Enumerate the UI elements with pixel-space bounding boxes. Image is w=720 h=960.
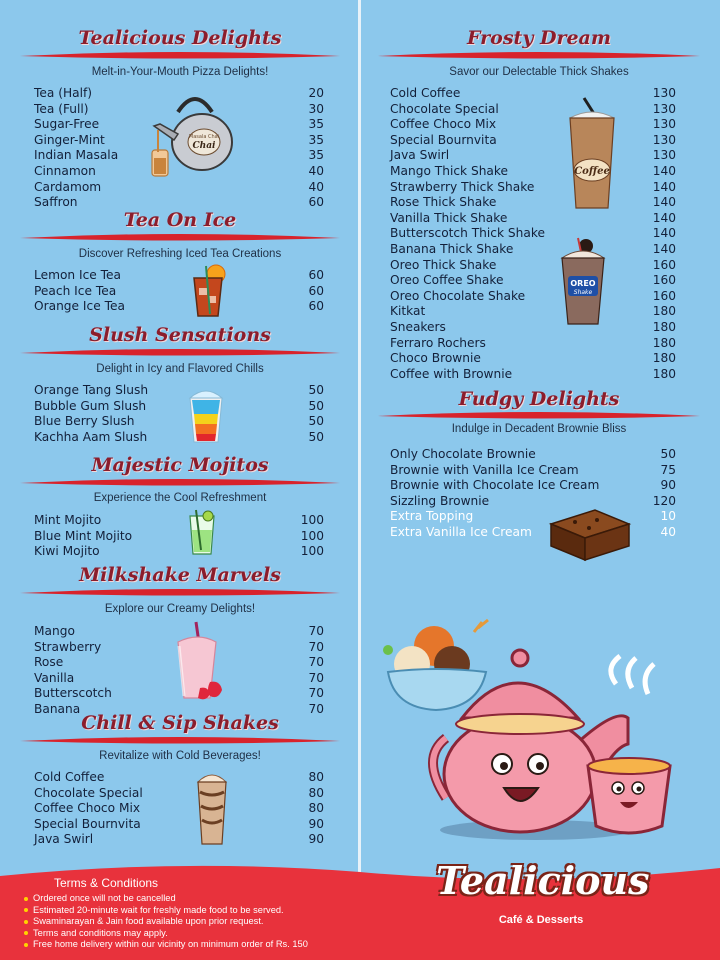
- bullet-icon: [24, 897, 28, 901]
- menu-item-name: Oreo Thick Shake: [390, 257, 497, 272]
- menu-item: [34, 544, 324, 558]
- menu-item: [34, 383, 324, 397]
- menu-item-price: 50: [660, 447, 676, 461]
- menu-item-name: Vanilla Thick Shake: [390, 210, 508, 225]
- menu-item-name: Sizzling Brownie: [390, 493, 490, 508]
- menu-item-price: 75: [660, 462, 676, 477]
- terms-item: [24, 905, 308, 917]
- menu-item: [390, 133, 676, 147]
- bullet-icon: [24, 920, 28, 924]
- menu-item-name: Banana Thick Shake: [390, 242, 514, 256]
- section-subtitle: Melt-in-Your-Mouth Pizza Delights!: [91, 66, 269, 78]
- menu-item: [390, 478, 676, 492]
- menu-item-price: 80: [308, 785, 324, 800]
- column-divider: [358, 0, 361, 960]
- menu-item: [390, 102, 676, 116]
- menu-item-price: 70: [308, 624, 324, 638]
- menu-item-price: 80: [308, 801, 324, 816]
- menu-item-price: 130: [652, 101, 676, 116]
- menu-item: [34, 299, 324, 313]
- menu-item-price: 50: [308, 398, 324, 413]
- menu-item-name: Chocolate Special: [34, 785, 143, 800]
- menu-item-name: Cold Coffee: [390, 86, 461, 100]
- menu-item-price: 90: [308, 832, 324, 847]
- menu-item-name: Coffee Choco Mix: [34, 801, 141, 816]
- menu-item: [390, 463, 676, 477]
- menu-item-name: Extra Topping: [390, 509, 474, 524]
- menu-item-name: Saffron: [34, 195, 78, 210]
- brand-tagline: Café & Desserts: [498, 914, 584, 926]
- menu-item-price: 100: [300, 544, 324, 559]
- title-swoosh: [20, 478, 340, 488]
- menu-item-price: 140: [652, 179, 676, 194]
- menu-item: [34, 529, 324, 543]
- menu-item: [34, 702, 324, 716]
- terms-item-text: Ordered once will not be cancelled: [33, 893, 176, 903]
- kettle-small-label: Masala Chai: [188, 134, 220, 140]
- menu-item-price: 160: [652, 288, 676, 303]
- menu-item-price: 140: [652, 226, 676, 241]
- menu-item-name: Sugar-Free: [34, 117, 100, 132]
- menu-item-price: 70: [308, 670, 324, 685]
- menu-item-price: 160: [652, 273, 676, 288]
- menu-item-price: 90: [660, 478, 676, 493]
- menu-item-price: 50: [308, 414, 324, 429]
- menu-item: [34, 832, 324, 846]
- menu-item-price: 180: [652, 351, 676, 366]
- title-swoosh: [378, 51, 700, 61]
- menu-item-name: Tea (Half): [34, 86, 93, 100]
- title-swoosh: [20, 348, 340, 358]
- menu-item: [390, 180, 676, 194]
- menu-item-price: 140: [652, 242, 676, 256]
- menu-item-name: Blue Mint Mojito: [34, 528, 133, 543]
- menu-item: [390, 242, 676, 256]
- bullet-icon: [24, 943, 28, 947]
- menu-item-name: Peach Ice Tea: [34, 283, 117, 298]
- menu-item-name: Ginger-Mint: [34, 132, 105, 147]
- menu-item: [34, 284, 324, 298]
- menu-item-price: 30: [308, 101, 324, 116]
- menu-item: [34, 513, 324, 527]
- menu-item: [390, 226, 676, 240]
- menu-item: [390, 258, 676, 272]
- menu-item: [34, 801, 324, 815]
- menu-item-name: Kiwi Mojito: [34, 544, 100, 559]
- menu-item-name: Orange Ice Tea: [34, 299, 125, 314]
- menu-item: [34, 195, 324, 209]
- menu-item-name: Strawberry Thick Shake: [390, 179, 535, 194]
- menu-item-name: Lemon Ice Tea: [34, 268, 122, 282]
- title-swoosh: [20, 736, 340, 746]
- terms-item: [24, 916, 308, 928]
- section-title-fudgy-delights: Fudgy Delights: [458, 388, 620, 410]
- menu-item: [390, 351, 676, 365]
- bullet-icon: [24, 931, 28, 935]
- menu-item: [34, 414, 324, 428]
- menu-item-price: 180: [652, 304, 676, 319]
- menu-item-name: Kachha Aam Slush: [34, 429, 148, 444]
- menu-item: [390, 289, 676, 303]
- mojito-glass-illustration: [182, 508, 222, 556]
- section-subtitle: Revitalize with Cold Beverages!: [99, 750, 261, 762]
- menu-item-name: Orange Tang Slush: [34, 383, 149, 397]
- menu-item: [390, 367, 676, 381]
- menu-item-price: 50: [308, 429, 324, 444]
- menu-item-price: 100: [300, 513, 324, 527]
- menu-item-price: 35: [308, 132, 324, 147]
- menu-item-name: Mango Thick Shake: [390, 164, 509, 178]
- menu-item-name: Banana: [34, 702, 81, 716]
- slush-cup-illustration: [184, 386, 228, 446]
- menu-item: [390, 195, 676, 209]
- brand-logo: [436, 850, 650, 930]
- oreo-shake-illustration: [556, 236, 610, 328]
- menu-item: [34, 268, 324, 282]
- menu-item-price: 180: [652, 366, 676, 381]
- menu-item: [390, 509, 676, 523]
- menu-item-price: 70: [308, 639, 324, 654]
- section-subtitle: Explore our Creamy Delights!: [104, 603, 256, 615]
- menu-item-price: 60: [308, 283, 324, 298]
- menu-item-name: Brownie with Vanilla Ice Cream: [390, 462, 579, 477]
- menu-item-price: 130: [652, 86, 676, 100]
- menu-item: [390, 304, 676, 318]
- menu-item-price: 180: [652, 335, 676, 350]
- teapot-cup-illustration: [416, 648, 682, 844]
- section-title-tealicious-delights: Tealicious Delights: [78, 27, 282, 49]
- menu-item: [34, 770, 324, 784]
- menu-item-name: Only Chocolate Brownie: [390, 447, 536, 461]
- menu-item-name: Kitkat: [390, 304, 426, 319]
- terms-item-text: Estimated 20-minute wait for freshly made food to be served.: [33, 904, 284, 915]
- terms-item-text: Terms and conditions may apply.: [33, 927, 168, 938]
- menu-item-price: 60: [308, 299, 324, 314]
- coffee-cup-label: Coffee: [574, 166, 610, 177]
- menu-item: [390, 336, 676, 350]
- iced-tea-glass-illustration: [186, 262, 232, 320]
- menu-item-name: Java Swirl: [34, 832, 94, 847]
- menu-item-name: Special Bournvita: [34, 816, 141, 831]
- menu-item-price: 60: [308, 195, 324, 210]
- menu-item-name: Cardamom: [34, 179, 102, 194]
- menu-item-name: Oreo Coffee Shake: [390, 273, 504, 288]
- menu-item-name: Strawberry: [34, 639, 102, 654]
- section-subtitle: Experience the Cool Refreshment: [93, 492, 267, 504]
- terms-item: [24, 939, 308, 951]
- menu-item-price: 180: [652, 320, 676, 334]
- menu-item: [390, 494, 676, 508]
- terms-item: [24, 928, 308, 940]
- menu-item-name: Coffee with Brownie: [390, 366, 513, 381]
- title-swoosh: [20, 51, 340, 61]
- title-swoosh: [20, 588, 340, 598]
- menu-item-price: 20: [308, 86, 324, 100]
- menu-item-price: 130: [652, 148, 676, 163]
- menu-item: [34, 786, 324, 800]
- menu-item-name: Special Bournvita: [390, 132, 497, 147]
- menu-item-name: Oreo Chocolate Shake: [390, 288, 526, 303]
- menu-item-name: Mango: [34, 624, 75, 638]
- title-swoosh: [378, 411, 700, 421]
- menu-item-name: Cinnamon: [34, 164, 96, 178]
- menu-item-price: 120: [652, 493, 676, 508]
- menu-item-name: Ferraro Rochers: [390, 335, 486, 350]
- menu-item-price: 130: [652, 132, 676, 147]
- coffee-cup-illustration: [562, 96, 622, 212]
- cold-coffee-illustration: [190, 768, 234, 846]
- bullet-icon: [24, 908, 28, 912]
- menu-item-price: 100: [300, 528, 324, 543]
- menu-item: [390, 164, 676, 178]
- terms-item-text: Swaminarayan & Jain food available upon prior request.: [33, 916, 264, 926]
- terms-item: [24, 893, 308, 905]
- section-title-slush-sensations: Slush Sensations: [89, 324, 271, 346]
- section-title-frosty-dream: Frosty Dream: [467, 27, 611, 49]
- menu-item-price: 70: [308, 686, 324, 701]
- menu-item-name: Tea (Full): [34, 101, 89, 116]
- menu-item-name: Sneakers: [390, 320, 446, 334]
- section-title-tea-on-ice: Tea On Ice: [123, 209, 237, 231]
- menu-item-price: 40: [308, 179, 324, 194]
- brownie-illustration: [545, 504, 633, 562]
- menu-item-name: Vanilla: [34, 670, 75, 685]
- menu-item-price: 140: [652, 164, 676, 178]
- menu-item-name: Butterscotch: [34, 686, 112, 701]
- menu-item-price: 35: [308, 117, 324, 132]
- brand-name: Tealicious: [436, 858, 650, 903]
- menu-item-name: Mint Mojito: [34, 513, 102, 527]
- section-subtitle: Savor our Delectable Thick Shakes: [449, 66, 629, 78]
- menu-item-name: Cold Coffee: [34, 770, 105, 784]
- menu-item-name: Butterscotch Thick Shake: [390, 226, 545, 241]
- terms-title: Terms & Conditions: [54, 876, 159, 890]
- menu-item-name: Chocolate Special: [390, 101, 499, 116]
- menu-item-price: 140: [652, 210, 676, 225]
- oreo-cup-sub: Shake: [573, 289, 593, 296]
- menu-item-name: Indian Masala: [34, 148, 119, 163]
- menu-item: [34, 817, 324, 831]
- menu-item: [390, 148, 676, 162]
- menu-item-name: Blue Berry Slush: [34, 414, 135, 429]
- menu-item-price: 35: [308, 148, 324, 163]
- oreo-cup-label: OREO: [570, 279, 596, 288]
- menu-item-price: 140: [652, 195, 676, 210]
- terms-list: [24, 893, 308, 951]
- menu-item-name: Rose Thick Shake: [390, 195, 497, 210]
- menu-item-name: Brownie with Chocolate Ice Cream: [390, 478, 600, 493]
- strawberry-milkshake-illustration: [170, 620, 226, 702]
- menu-item-name: Bubble Gum Slush: [34, 398, 147, 413]
- menu-item-price: 50: [308, 383, 324, 397]
- menu-item-price: 70: [308, 655, 324, 670]
- menu-item: [390, 273, 676, 287]
- title-swoosh: [20, 233, 340, 243]
- menu-item-price: 130: [652, 117, 676, 132]
- menu-item-price: 60: [308, 268, 324, 282]
- kettle-label: Chai: [192, 141, 216, 151]
- section-title-majestic-mojitos: Majestic Mojitos: [91, 454, 269, 476]
- section-subtitle: Delight in Icy and Flavored Chills: [96, 363, 264, 375]
- menu-item: [390, 117, 676, 131]
- menu-item-price: 40: [308, 164, 324, 178]
- menu-item-price: 40: [660, 525, 676, 539]
- menu-item-price: 90: [308, 816, 324, 831]
- menu-item-price: 70: [308, 702, 324, 716]
- menu-item-name: Choco Brownie: [390, 351, 481, 366]
- menu-item: [390, 211, 676, 225]
- terms-item-text: Free home delivery within our vicinity on minimum order of Rs. 150: [33, 939, 308, 949]
- kettle-illustration: [150, 82, 242, 186]
- menu-item: [34, 399, 324, 413]
- menu-item: [390, 86, 676, 100]
- menu-item-name: Java Swirl: [390, 148, 450, 163]
- section-subtitle: Discover Refreshing Iced Tea Creations: [78, 248, 282, 260]
- menu-item: [390, 320, 676, 334]
- menu-item-price: 160: [652, 257, 676, 272]
- menu-item: [390, 525, 676, 539]
- menu-item: [390, 447, 676, 461]
- section-subtitle: Indulge in Decadent Brownie Bliss: [451, 423, 627, 435]
- section-title-milkshake-marvels: Milkshake Marvels: [79, 564, 281, 586]
- menu-item-price: 80: [308, 770, 324, 784]
- menu-item-name: Rose: [34, 655, 64, 670]
- section-title-chill-sip-shakes: Chill & Sip Shakes: [81, 712, 279, 734]
- menu-item-price: 10: [660, 509, 676, 524]
- menu-item-name: Extra Vanilla Ice Cream: [390, 525, 532, 539]
- menu-item-name: Coffee Choco Mix: [390, 117, 497, 132]
- menu-item: [34, 430, 324, 444]
